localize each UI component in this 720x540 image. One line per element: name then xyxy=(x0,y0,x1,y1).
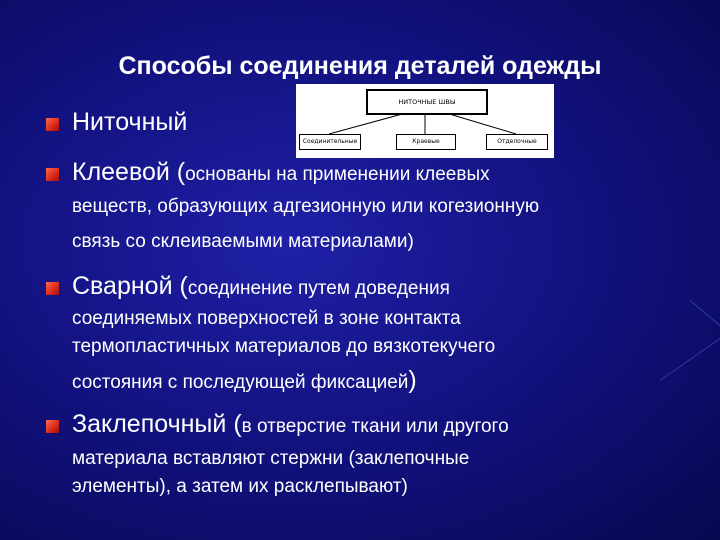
bullet-icon xyxy=(46,168,59,181)
paren-open: ( xyxy=(226,410,242,438)
diagram-left-box: Соединительные xyxy=(299,134,361,150)
paren-close: ) xyxy=(408,366,417,394)
description-line: связь со склеиваемыми материалами) xyxy=(72,231,414,252)
slide-title: Способы соединения деталей одежды xyxy=(118,52,602,80)
description-first: основаны на применении клеевых xyxy=(185,164,490,185)
item-term-weld xyxy=(72,272,450,301)
description-first: в отверстие ткани или другого xyxy=(241,416,509,437)
paren-open: ( xyxy=(172,272,188,300)
bullet-icon xyxy=(46,420,59,433)
decor-line xyxy=(660,328,720,380)
term-label: Сварной xyxy=(72,272,173,300)
description-line: материала вставляют стержни (заклепочные xyxy=(72,448,470,469)
description-line: термопластичных материалов до вязкотекучего xyxy=(72,336,496,357)
description-first: соединение путем доведения xyxy=(187,278,450,299)
term-label: Ниточный xyxy=(72,108,188,136)
description-line: соединяемых поверхностей в зоне контакта xyxy=(72,308,461,329)
diagram-top-box: НИТОЧНЫЕ ШВЫ xyxy=(366,89,488,115)
item-term-thread xyxy=(72,108,187,137)
item-term-glue xyxy=(72,158,490,187)
bullet-icon xyxy=(46,118,59,131)
description-line: веществ, образующих адгезионную или когезионную xyxy=(72,196,540,217)
diagram-middle-box: Краевые xyxy=(396,134,456,150)
stitch-seams-diagram xyxy=(296,84,554,158)
decor-line xyxy=(690,300,720,339)
description-text: состояния с последующей фиксацией xyxy=(72,372,409,393)
item-term-rivet xyxy=(72,410,509,439)
description-line: элементы), а затем их расклепывают) xyxy=(72,476,408,497)
description-line-last xyxy=(72,366,417,395)
bullet-icon xyxy=(46,282,59,295)
term-label: Заклепочный xyxy=(72,410,227,438)
paren-open: ( xyxy=(169,158,186,186)
term-label: Клеевой xyxy=(72,158,170,186)
diagram-right-box: Отделочные xyxy=(486,134,548,150)
